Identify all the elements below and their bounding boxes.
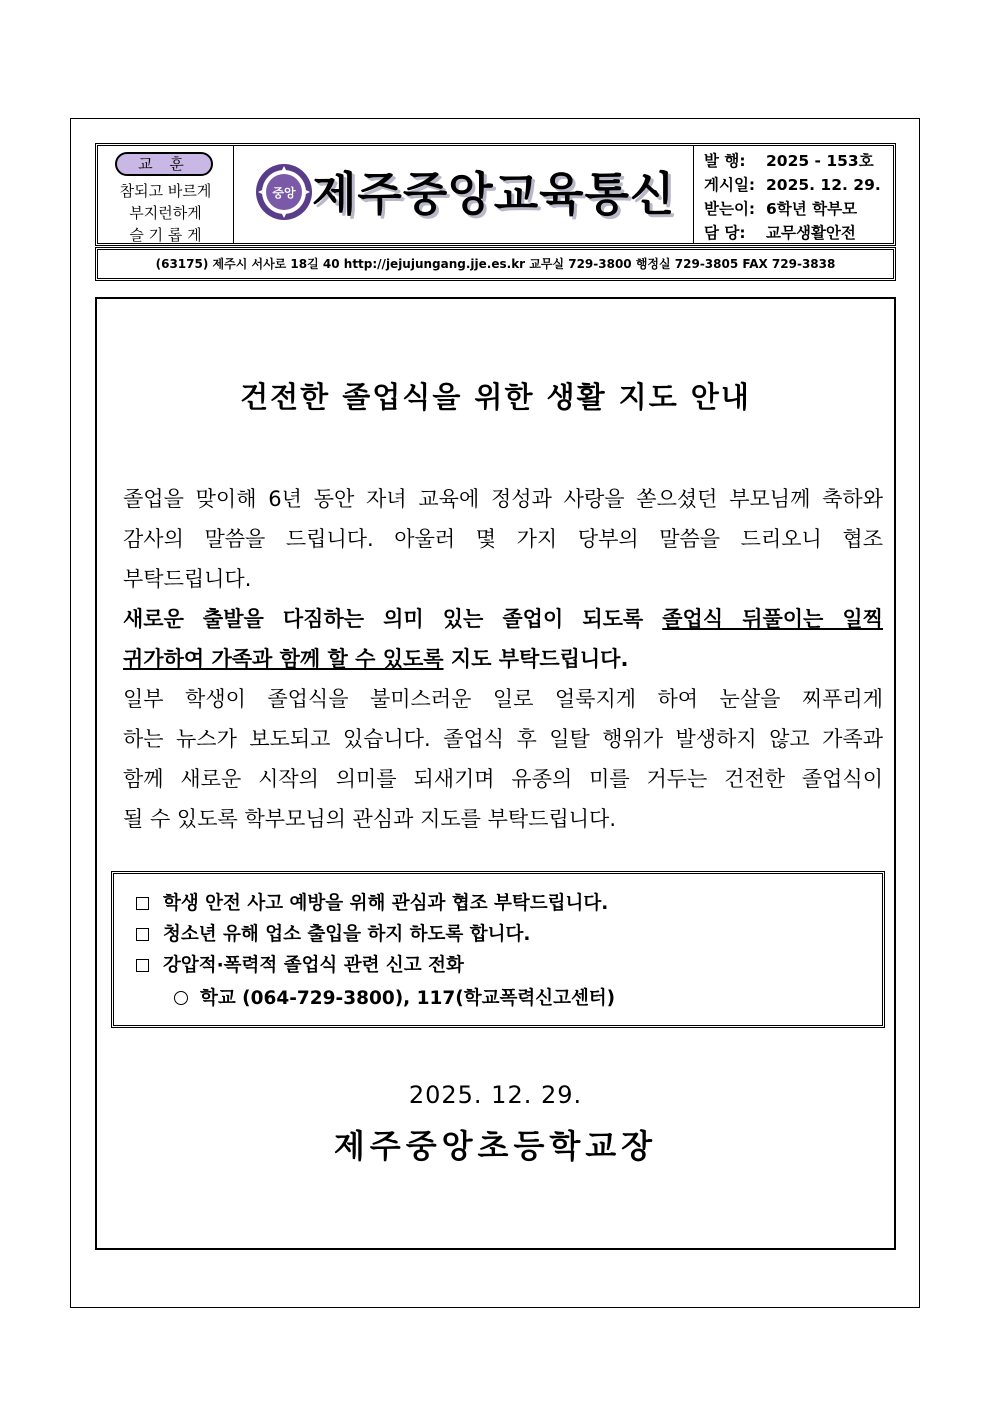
text-line: 졸업을 맞이해 6년 동안 자녀 교육에 정성과 사랑을 쏟으셨던 부모님께 축하와 — [123, 487, 883, 511]
request-underlined: 졸업식 뒤풀이는 일찍 — [662, 607, 883, 631]
emblem-text: 중앙 — [272, 186, 296, 200]
checkbox-square-icon — [136, 928, 149, 941]
text-line: 감사의 말씀을 드립니다. 아울러 몇 가지 당부의 말씀을 드리오니 협조 — [123, 527, 883, 551]
notice-sub-item — [136, 981, 882, 1017]
paragraph-news — [111, 679, 883, 839]
motto-label: 교 훈 — [115, 152, 213, 176]
checkbox-square-icon — [136, 959, 149, 972]
notice-text: 청소년 유해 업소 출입을 하지 하도록 합니다. — [163, 924, 531, 945]
text-line: 될 수 있도록 학부모님의 관심과 지도를 부탁드립니다. — [123, 807, 617, 831]
motto-line: 슬 기 롭 게 — [129, 226, 202, 244]
school-emblem-icon — [254, 162, 314, 222]
recipient-row — [704, 197, 893, 221]
motto-line: 부지런하게 — [129, 204, 202, 222]
notice-item — [136, 919, 882, 950]
newsletter-header — [95, 143, 896, 246]
text-line — [111, 599, 883, 639]
date-label: 게시일: — [704, 176, 756, 194]
text-line: 함께 새로운 시작의 의미를 되새기며 유종의 미를 거두는 건전한 졸업식이 — [123, 767, 883, 791]
text-line: 하는 뉴스가 보도되고 있습니다. 졸업식 후 일탈 행위가 발생하지 않고 가족과 — [123, 727, 883, 751]
document-title: 건전한 졸업식을 위한 생활 지도 안내 — [240, 380, 751, 414]
date-row — [704, 173, 893, 197]
text-line: 부탁드립니다. — [123, 567, 252, 591]
recipient-label: 받는이: — [704, 200, 756, 218]
recipient-value: 6학년 학부모 — [766, 200, 858, 218]
circle-bullet-icon — [174, 991, 188, 1005]
paragraph-greeting — [111, 479, 883, 599]
notice-text: 강압적·폭력적 졸업식 관련 신고 전화 — [163, 955, 464, 976]
manager-label: 담 당: — [704, 224, 746, 242]
notice-document — [95, 297, 896, 1250]
request-text: 새로운 출발을 다짐하는 의미 있는 졸업이 되도록 — [123, 607, 663, 631]
address-bar: (63175) 제주시 서사로 18길 40 http://jejujungang.jje.es.kr 교무실 729-3800 행정실 729-3805 FAX 729-3838 — [95, 247, 896, 281]
body-text — [111, 479, 883, 839]
request-underlined: 귀가하여 가족과 함께 할 수 있도록 — [123, 647, 444, 671]
notice-box — [111, 871, 885, 1028]
newsletter-title: 제주중앙교육통신 — [312, 167, 676, 221]
notice-sub-text: 학교 (064-729-3800), 117(학교폭력신고센터) — [200, 988, 616, 1009]
issue-info — [694, 146, 893, 243]
manager-value: 교무생활안전 — [766, 224, 856, 242]
title-cell — [234, 146, 694, 243]
request-text: 지도 부탁드립니다. — [443, 647, 629, 671]
checkbox-square-icon — [136, 897, 149, 910]
text-line: 일부 학생이 졸업식을 불미스러운 일로 얼룩지게 하여 눈살을 찌푸리게 — [123, 687, 883, 711]
motto-lines — [98, 180, 233, 246]
issue-label: 발 행: — [704, 152, 746, 170]
paragraph-request — [111, 599, 883, 679]
signature-name: 제주중앙초등학교장 — [333, 1127, 658, 1165]
date-value: 2025. 12. 29. — [766, 176, 881, 194]
text-line — [111, 639, 883, 679]
issue-value: 2025 - 153호 — [766, 152, 874, 170]
issue-row — [704, 149, 893, 173]
signature-date: 2025. 12. 29. — [408, 1081, 583, 1109]
motto-cell — [98, 146, 234, 243]
notice-item — [136, 888, 882, 919]
notice-text: 학생 안전 사고 예방을 위해 관심과 협조 부탁드립니다. — [163, 893, 609, 914]
manager-row — [704, 221, 893, 245]
motto-line: 참되고 바르게 — [119, 182, 212, 200]
notice-item — [136, 950, 882, 981]
